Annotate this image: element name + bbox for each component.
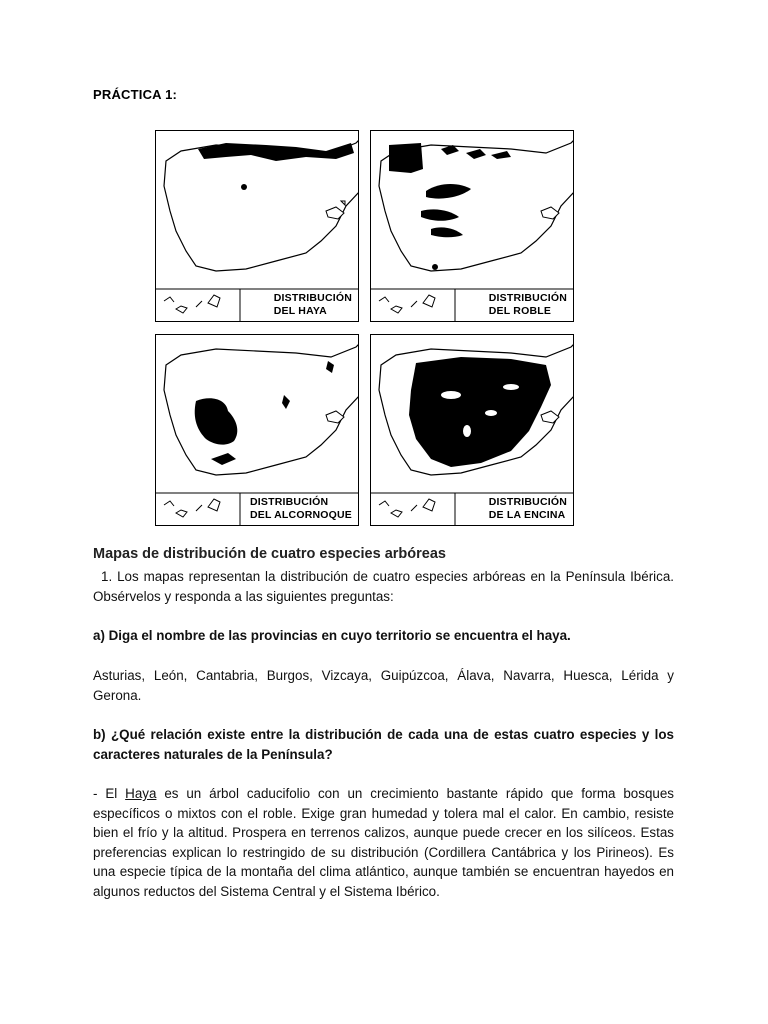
distribution-maps	[155, 130, 575, 526]
map-haya	[155, 130, 359, 322]
section-heading: Mapas de distribución de cuatro especies arbóreas	[93, 546, 446, 562]
map-label-alcornoque: DISTRIBUCIÓN DEL ALCORNOQUE	[250, 496, 352, 521]
map-label-haya: DISTRIBUCIÓN DEL HAYA	[273, 292, 352, 317]
answer-a: Asturias, León, Cantabria, Burgos, Vizcaya, Guipúzcoa, Álava, Navarra, Huesca, Lérida y Gerona.	[93, 668, 674, 703]
map-alcornoque	[155, 334, 359, 526]
map-label-roble: DISTRIBUCIÓN DEL ROBLE	[488, 292, 567, 317]
question-a: a) Diga el nombre de las provincias en cuyo territorio se encuentra el haya.	[93, 628, 571, 643]
answer-b-term: Haya	[125, 786, 157, 801]
map-roble	[370, 130, 574, 322]
intro-paragraph: 1. Los mapas representan la distribución de cuatro especies arbóreas en la Península Ibérica. Obsérvelos y responda a las siguientes preguntas:	[93, 569, 674, 604]
map-encina	[370, 334, 574, 526]
map-label-encina: DISTRIBUCIÓN DE LA ENCINA	[488, 496, 567, 521]
page-title: PRÁCTICA 1:	[93, 87, 178, 102]
answer-b	[93, 784, 674, 902]
answer-b-rest: es un árbol caducifolio con un crecimiento bastante rápido que forma bosques específicos o mixtos con el roble. Exige gran humedad y tolera mal el calor. En cambio, resiste bien el frío y la altitud. Prospera en terrenos calizos, aunque puede crecer en los silíceos. Estas preferencias explican lo restringido de su distribución (Cordillera Cantábrica y los Pirineos). Es una especie típica de la montaña del clima atlántico, aunque también se encuentran hayedos en algunos reductos del Sistema Central y el Sistema Ibérico.	[93, 786, 674, 899]
question-b: b) ¿Qué relación existe entre la distribución de cada una de estas cuatro especies y los caracteres naturales de la Península?	[93, 727, 674, 762]
answer-b-prefix: - El	[93, 786, 126, 801]
